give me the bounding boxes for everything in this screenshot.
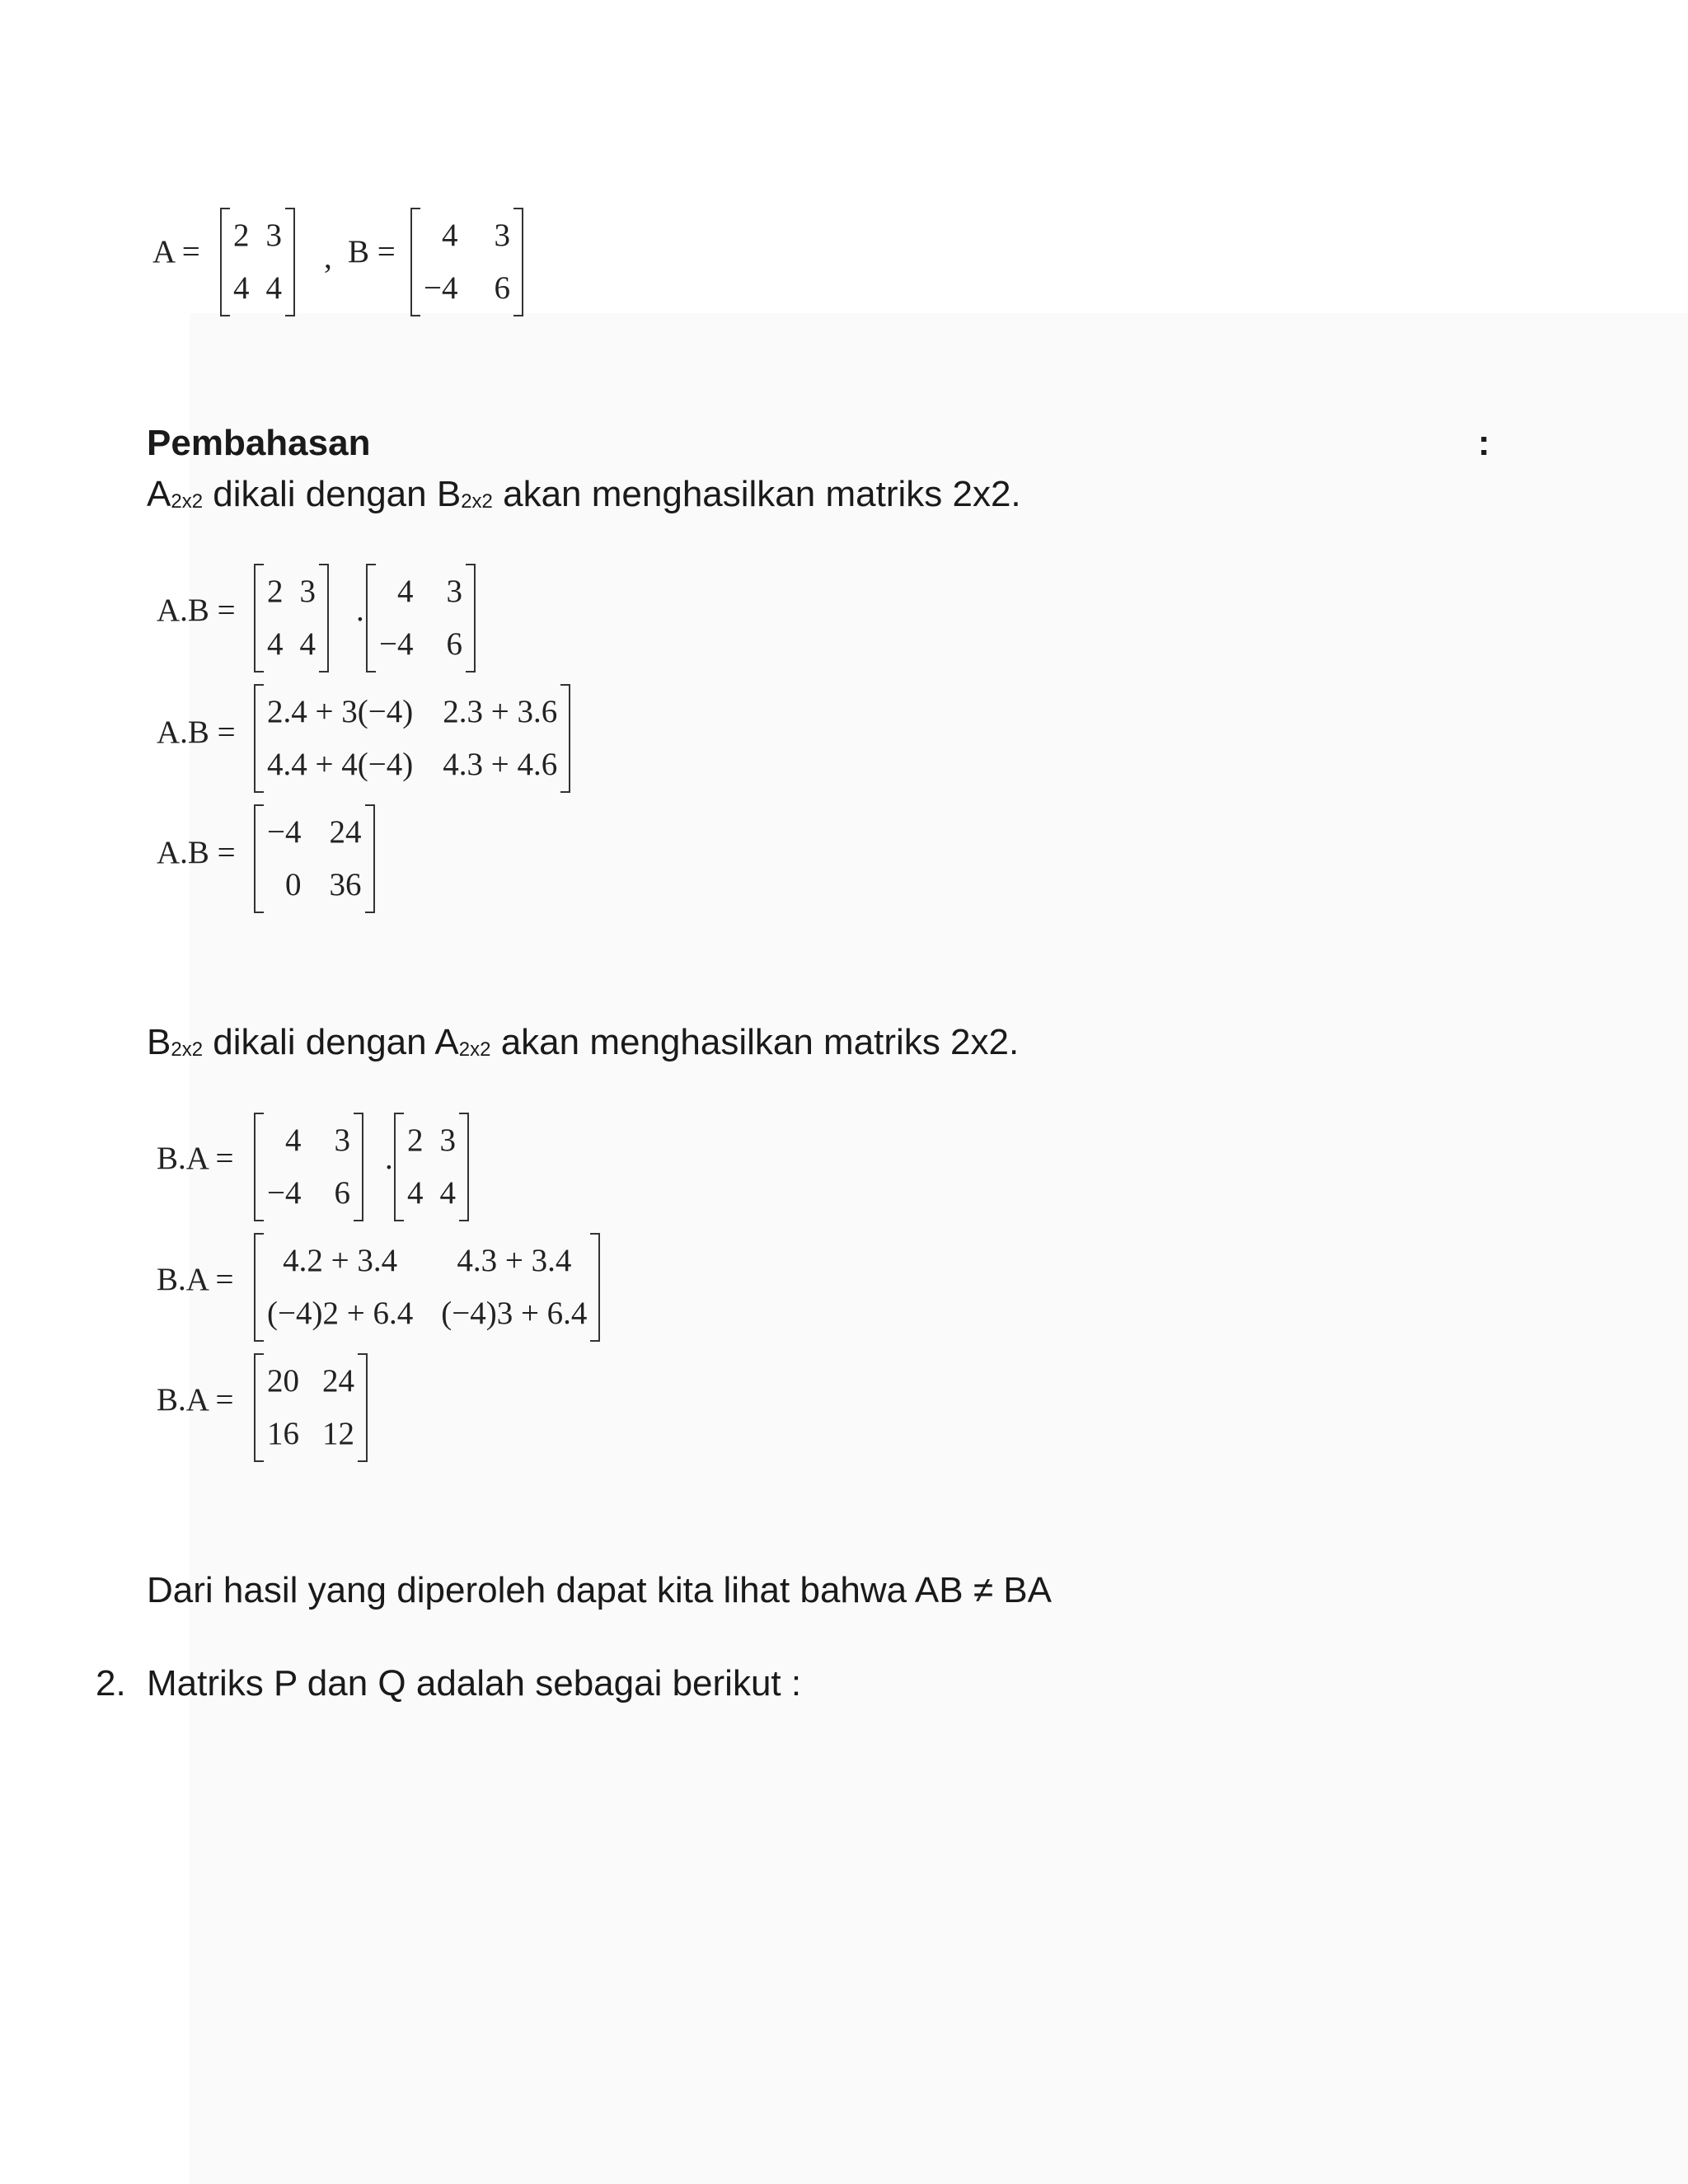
multiply-dot: . <box>385 1141 393 1176</box>
ba-right-matrix <box>394 1113 469 1221</box>
matrix-cell: 2 <box>233 218 250 253</box>
matrix-cell: 12 <box>322 1416 354 1451</box>
matrix-cell: 4 <box>407 1175 424 1211</box>
list-item-text: Matriks P dan Q adalah sebagai berikut : <box>147 1663 802 1704</box>
matrix-b <box>410 208 523 316</box>
matrix-cell: (−4)2 + 6.4 <box>267 1296 414 1331</box>
matrix-cell: (−4)3 + 6.4 <box>441 1296 588 1331</box>
statement-text: dikali dengan <box>203 474 437 514</box>
ab-right-matrix <box>366 564 476 673</box>
matrix-cell: 3 <box>299 574 316 609</box>
matrix-cell: 4 <box>397 574 414 609</box>
matrix-cell: −4 <box>379 626 414 662</box>
matrix-cell: −4 <box>267 814 302 850</box>
matrix-a <box>220 208 295 316</box>
matrix-cell: 3 <box>334 1122 350 1158</box>
subscript: 2x2 <box>458 1038 491 1061</box>
matrix-cell: −4 <box>267 1175 302 1211</box>
matrix-cell: 4 <box>233 270 250 306</box>
matrix-cell: −4 <box>424 270 458 306</box>
matrix-symbol: B <box>436 474 462 514</box>
ab-result-matrix <box>254 804 375 913</box>
matrix-cell: 6 <box>446 626 462 662</box>
matrix-symbol: B <box>147 1022 171 1062</box>
matrix-cell: 4 <box>439 1175 456 1211</box>
matrix-cell: 2 <box>267 574 284 609</box>
list-item-number: 2. <box>96 1663 126 1704</box>
matrix-cell: 20 <box>267 1363 299 1399</box>
ab-label: A.B = <box>157 835 236 870</box>
statement-ba <box>147 1018 1019 1073</box>
matrix-cell: 6 <box>334 1175 350 1211</box>
ab-left-matrix <box>254 564 329 673</box>
statement-ab <box>147 470 1021 525</box>
matrix-cell: 4.3 + 3.4 <box>457 1243 572 1278</box>
matrix-cell: 4 <box>442 218 458 253</box>
matrix-cell: 2.3 + 3.6 <box>443 694 558 729</box>
statement-text: dikali dengan <box>203 1022 435 1062</box>
matrix-cell: 2.4 + 3(−4) <box>267 694 414 729</box>
matrix-cell: 0 <box>285 867 302 902</box>
heading-colon: : <box>1478 423 1490 463</box>
ab-label: A.B = <box>157 593 236 628</box>
ba-label: B.A = <box>157 1262 234 1297</box>
matrix-cell: 3 <box>439 1122 456 1158</box>
matrix-cell: 3 <box>265 218 282 253</box>
matrix-cell: 4 <box>265 270 282 306</box>
subscript: 2x2 <box>171 490 204 513</box>
matrix-symbol: A <box>147 474 171 514</box>
matrix-cell: 4 <box>267 626 284 662</box>
matrix-cell: 3 <box>446 574 462 609</box>
matrix-cell: 16 <box>267 1416 299 1451</box>
matrix-a-label: A = <box>152 234 200 269</box>
matrix-symbol: A <box>434 1022 459 1062</box>
ba-label: B.A = <box>157 1382 234 1418</box>
ba-label: B.A = <box>157 1141 234 1176</box>
matrix-cell: 24 <box>322 1363 354 1399</box>
subscript: 2x2 <box>461 490 493 513</box>
statement-text: akan menghasilkan matriks 2x2. <box>492 474 1021 514</box>
matrix-cell: 24 <box>329 814 362 850</box>
matrix-cell: 36 <box>329 867 362 902</box>
matrix-cell: 4.3 + 4.6 <box>443 747 558 782</box>
matrix-cell: 3 <box>494 218 510 253</box>
section-heading: Pembahasan <box>147 423 371 463</box>
multiply-dot: . <box>356 593 364 628</box>
ab-label: A.B = <box>157 715 236 750</box>
subscript: 2x2 <box>171 1038 204 1061</box>
matrix-cell: 2 <box>407 1122 424 1158</box>
matrix-b-label: B = <box>348 234 396 269</box>
matrix-cell: 4.2 + 3.4 <box>283 1243 398 1278</box>
statement-text: akan menghasilkan matriks 2x2. <box>490 1022 1020 1062</box>
matrix-cell: 4 <box>285 1122 302 1158</box>
comma-separator: , <box>324 240 332 275</box>
conclusion-text: Dari hasil yang diperoleh dapat kita lihat bahwa AB ≠ BA <box>147 1570 1052 1610</box>
ba-left-matrix <box>254 1113 363 1221</box>
matrix-cell: 4 <box>299 626 316 662</box>
ba-result-matrix <box>254 1353 368 1462</box>
ab-expanded-matrix <box>254 684 570 793</box>
ba-expanded-matrix <box>254 1233 600 1342</box>
matrix-cell: 4.4 + 4(−4) <box>267 747 414 782</box>
matrix-cell: 6 <box>494 270 510 306</box>
